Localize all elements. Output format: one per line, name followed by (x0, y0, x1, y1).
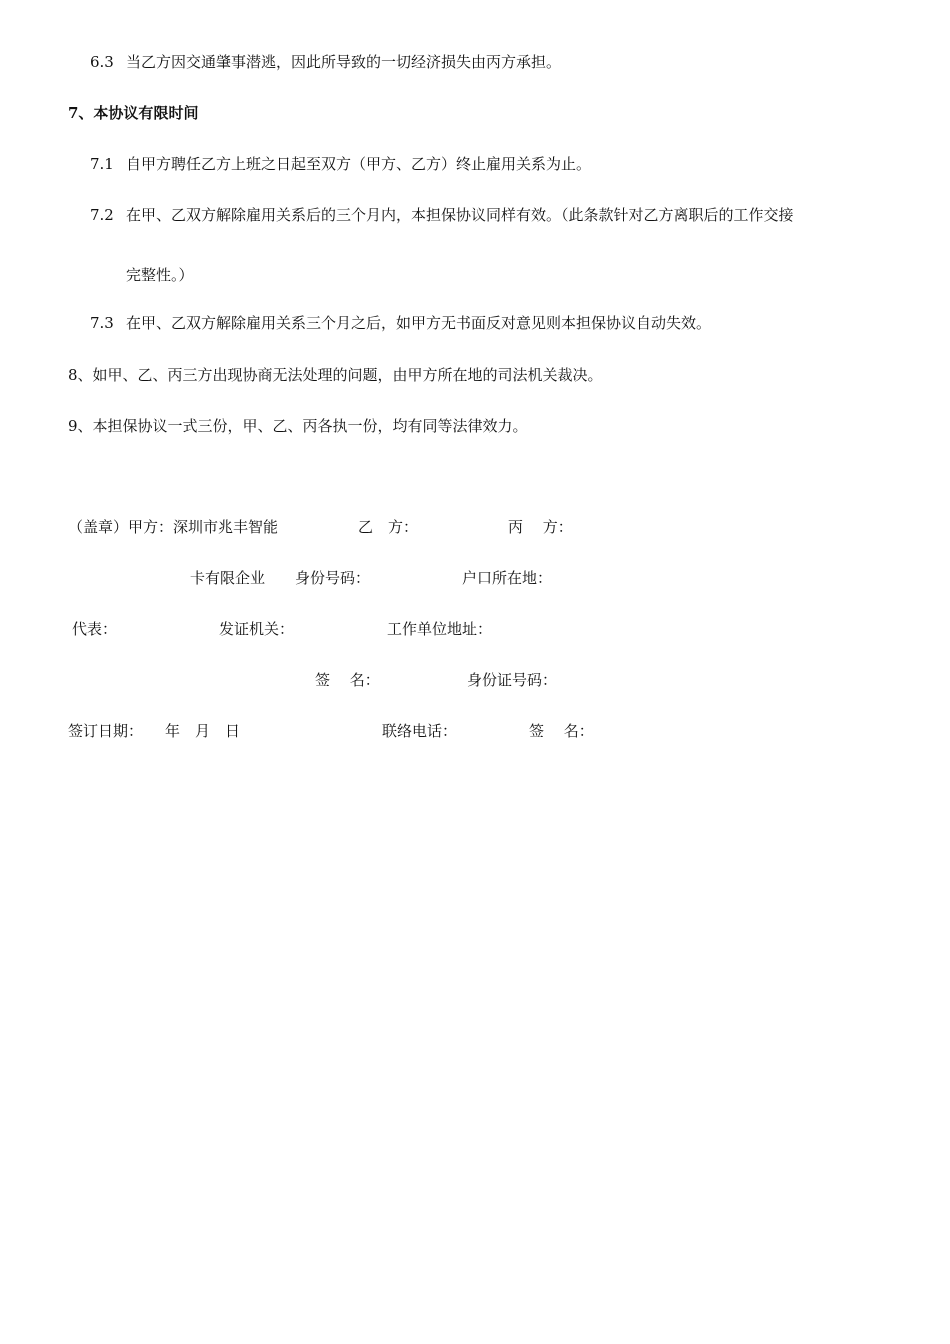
clause-7-2-continuation: 完整性。） (126, 266, 194, 284)
clause-8: 8、如甲、乙、丙三方出现协商无法处理的问题，由甲方所在地的司法机关裁决。 (68, 366, 603, 384)
party-c-signature-label: 签 名： (529, 722, 594, 740)
clause-6-3 (90, 52, 561, 72)
issuing-authority-label: 发证机关： (219, 620, 295, 638)
clause-number: 7.3 (90, 314, 114, 332)
id-card-number-label: 身份证号码： (467, 671, 558, 689)
clause-text: 在甲、乙双方解除雇用关系三个月之后，如甲方无书面反对意见则本担保协议自动失效。 (126, 314, 712, 332)
clause-text: 当乙方因交通肇事潜逃，因此所导致的一切经济损失由丙方承担。 (126, 53, 562, 71)
signing-date-placeholder: 年 月 日 (165, 722, 241, 740)
household-registration-label: 户口所在地： (462, 569, 553, 587)
signing-date-label: 签订日期： (68, 722, 144, 740)
clause-9: 9、本担保协议一式三份，甲、乙、丙各执一份，均有同等法律效力。 (68, 417, 528, 435)
party-a-label: （盖章）甲方：深圳市兆丰智能 (68, 518, 279, 536)
clause-text: 自甲方聘任乙方上班之日起至双方（甲方、乙方）终止雇用关系为止。 (126, 155, 592, 173)
party-b-signature-label: 签 名： (315, 671, 380, 689)
clause-number: 7.1 (90, 155, 114, 173)
contact-phone-label: 联络电话： (382, 722, 458, 740)
work-address-label: 工作单位地址： (387, 620, 493, 638)
clause-text: 在甲、乙双方解除雇用关系后的三个月内，本担保协议同样有效。（此条款针对乙方离职后的工作交接 (126, 206, 794, 224)
clause-7-3 (90, 313, 711, 333)
representative-label: 代表： (72, 620, 118, 638)
section-heading-7: 7、本协议有限时间 (68, 104, 199, 122)
clause-number: 7.2 (90, 206, 114, 224)
clause-7-1 (90, 154, 591, 174)
clause-number: 6.3 (90, 53, 114, 71)
party-b-label: 乙 方： (358, 518, 419, 536)
id-number-label: 身份号码： (295, 569, 371, 587)
party-a-name-continuation: 卡有限企业 (190, 569, 266, 587)
clause-7-2 (90, 205, 794, 225)
party-c-label: 丙 方： (508, 518, 573, 536)
